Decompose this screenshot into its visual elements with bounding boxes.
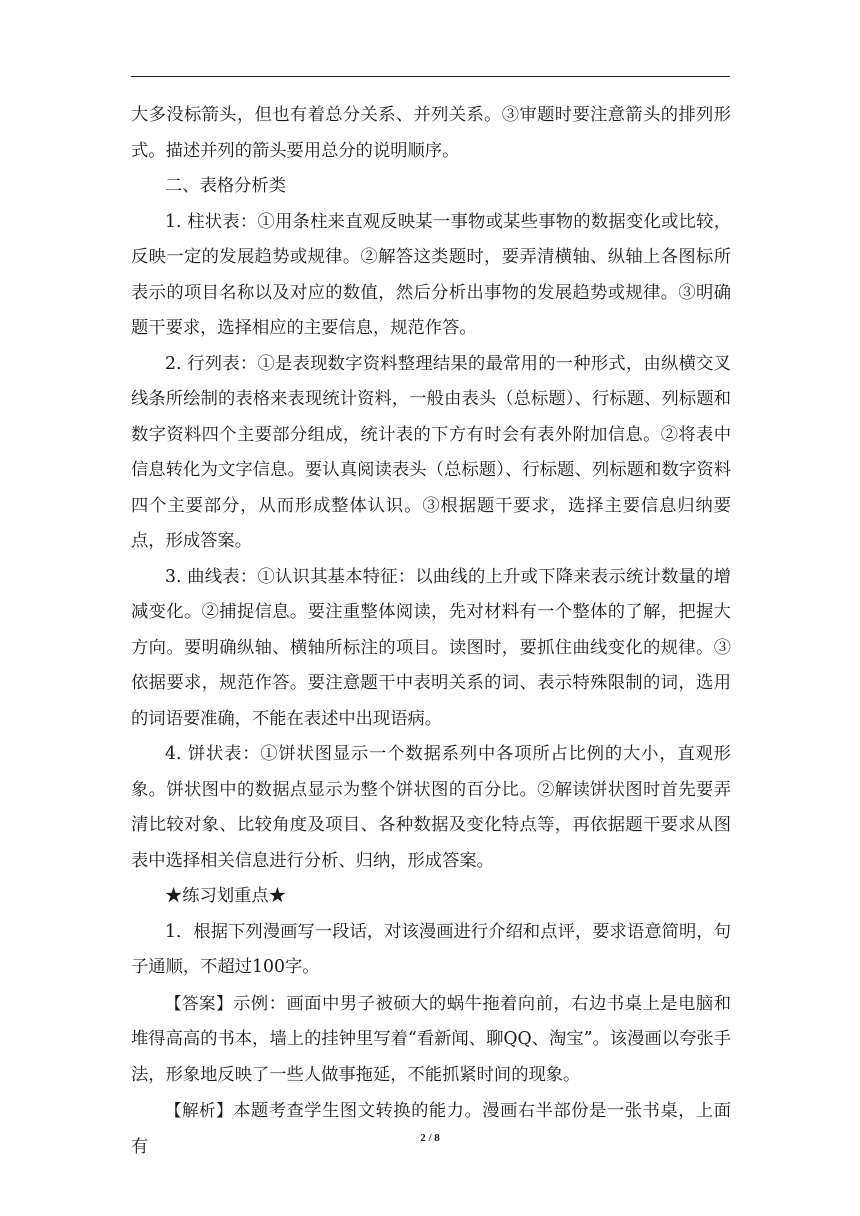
answer-text: 示例：画面中男子被硕大的蜗牛拖着向前，右边书桌上是电脑和堆得高高的书本，墙上的挂钟里写着“看新闻、聊QQ、淘宝”。该漫画以夸张手法，形象地反映了一些人做事拖延，不能抓紧时间的现象。 xyxy=(131,993,732,1085)
paragraph-row-column-table: 2. 行列表：①是表现数字资料整理结果的最常用的一种形式，由纵横交叉线条所绘制的表格来表现统计资料，一般由表头（总标题）、行标题、列标题和数字资料四个主要部分组成，统计表的下方有时会有表外附加信息。②将表中信息转化为文字信息。要认真阅读表头（总标题）、行标题、列标题和数字资料四个主要部分，从而形成整体认识。③根据题干要求，选择主要信息归纳要点，形成答案。 xyxy=(131,353,731,551)
analysis-paragraph xyxy=(131,1093,731,1165)
analysis-text: 本题考查学生图文转换的能力。漫画右半部份是一张书桌，上面有 xyxy=(131,1101,732,1157)
document-body xyxy=(131,98,731,1165)
section-heading-table-analysis: 二、表格分析类 xyxy=(165,176,286,196)
practice-heading: ★练习划重点★ xyxy=(165,886,286,906)
analysis-label: 【解析】 xyxy=(165,1101,234,1120)
paragraph-bar-chart: 1. 柱状表：①用条柱来直观反映某一事物或某些事物的数据变化或比较，反映一定的发展趋势或规律。②解答这类题时，要弄清横轴、纵轴上各图标所表示的项目名称以及对应的数值，然后分析出事物的发展趋势或规律。③明确题干要求，选择相应的主要信息，规范作答。 xyxy=(131,211,731,338)
page-number: 2 / 8 xyxy=(420,1132,440,1144)
paragraph-pie-chart: 4. 饼状表：①饼状图显示一个数据系列中各项所占比例的大小，直观形象。饼状图中的数据点显示为整个饼状图的百分比。②解读饼状图时首先要弄清比较对象、比较角度及项目、各种数据及变化特点等，再依据题干要求从图表中选择相关信息进行分析、归纳，形成答案。 xyxy=(131,744,731,871)
header-rule xyxy=(131,76,730,77)
answer-label: 【答案】 xyxy=(165,993,234,1013)
question-1: 1．根据下列漫画写一段话，对该漫画进行介绍和点评，要求语意简明，句子通顺，不超过100字。 xyxy=(131,921,731,977)
answer-paragraph xyxy=(131,986,731,1094)
paragraph-curve-chart: 3. 曲线表：①认识其基本特征：以曲线的上升或下降来表示统计数量的增减变化。②捕捉信息。要注重整体阅读，先对材料有一个整体的了解，把握大方向。要明确纵轴、横轴所标注的项目。读图时，要抓住曲线变化的规律。③依据要求，规范作答。要注意题干中表明关系的词、表示特殊限制的词，选用的词语要准确，不能在表述中出现语病。 xyxy=(131,566,731,729)
paragraph-continuation: 大多没标箭头，但也有着总分关系、并列关系。③审题时要注意箭头的排列形式。描述并列的箭头要用总分的说明顺序。 xyxy=(131,105,731,161)
